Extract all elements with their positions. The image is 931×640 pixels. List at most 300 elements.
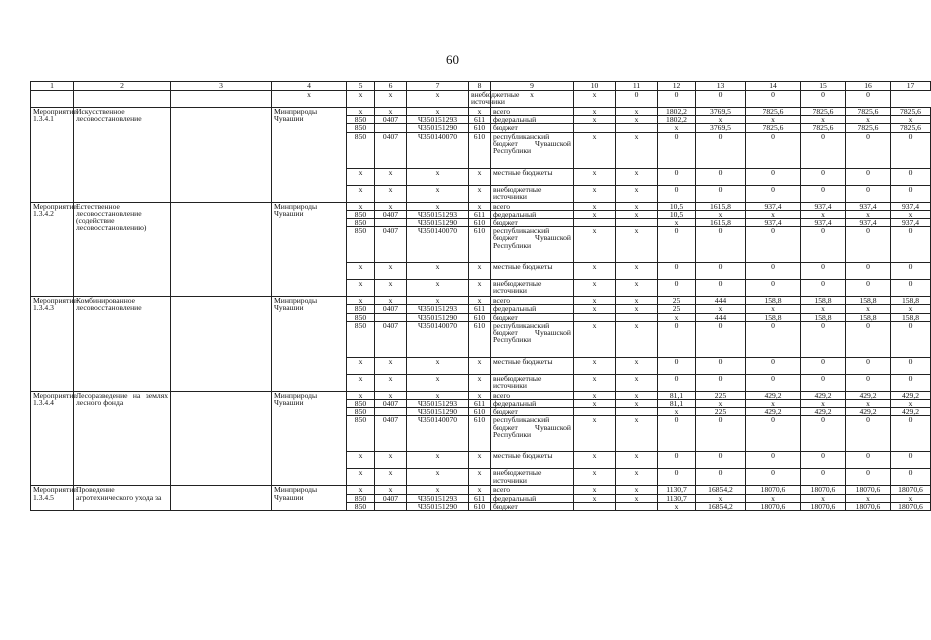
target-code: Ч350151293: [407, 494, 469, 502]
admin-code: 850: [347, 305, 375, 313]
column-number: 3: [171, 82, 272, 91]
col-11-value: x: [616, 494, 658, 502]
col-11-value: x: [616, 132, 658, 168]
funding-source: всего: [491, 391, 574, 399]
col-13-value: 0: [696, 263, 746, 280]
col-17-value: x: [891, 116, 931, 124]
funding-source: республиканский бюджет Чувашской Республики: [491, 321, 574, 357]
column-number: 2: [74, 82, 171, 91]
executor: Минприроды Чувашии: [272, 391, 347, 486]
col-15-value: 18070,6: [801, 486, 846, 494]
col-16-value: 937,4: [846, 202, 891, 210]
admin-code: 850: [347, 400, 375, 408]
col-11-value: x: [616, 108, 658, 116]
col-15-value: 0: [801, 185, 846, 202]
column-number: 13: [696, 82, 746, 91]
col-12-value: 0: [658, 452, 696, 469]
admin-code: x: [347, 168, 375, 185]
admin-code: x: [347, 391, 375, 399]
target-code: x: [407, 185, 469, 202]
col-13-value: 3769,5: [696, 124, 746, 132]
funding-source: бюджет: [491, 408, 574, 416]
col-17-value: 0: [891, 321, 931, 357]
col-13-value: x: [696, 400, 746, 408]
col-14-value: x: [746, 494, 801, 502]
col-12-value: 81,1: [658, 400, 696, 408]
col-12-value: 1802,2: [658, 116, 696, 124]
activity-name: Искусственное лесовосстановление: [74, 108, 171, 203]
col-14-value: x: [746, 400, 801, 408]
col-13-value: 0: [696, 452, 746, 469]
col-16-value: 937,4: [846, 219, 891, 227]
column-number: 15: [801, 82, 846, 91]
admin-code: x: [347, 357, 375, 374]
expense-type: x: [469, 297, 491, 305]
col-12-value: 0: [658, 321, 696, 357]
col-10-value: x: [574, 210, 616, 218]
col-17-value: 0: [891, 469, 931, 486]
col-17-value: 937,4: [891, 202, 931, 210]
admin-code: 850: [347, 124, 375, 132]
col-15-value: 0: [801, 416, 846, 452]
col-11-value: x: [616, 400, 658, 408]
target-code: Ч350151290: [407, 313, 469, 321]
funding-source: бюджет: [491, 313, 574, 321]
section-code: x: [347, 91, 375, 108]
col-11-value: x: [616, 452, 658, 469]
funding-source: местные бюджеты: [491, 263, 574, 280]
col-11-value: x: [574, 91, 616, 108]
col-14-value: 0: [746, 469, 801, 486]
funding-source: местные бюджеты: [491, 452, 574, 469]
expense-type: x: [469, 486, 491, 494]
col-14-value: 0: [746, 185, 801, 202]
funding-source: всего: [491, 486, 574, 494]
col-15-value: 158,8: [801, 297, 846, 305]
page-number: 60: [446, 52, 459, 67]
col-13-value: 3769,5: [696, 108, 746, 116]
admin-code: x: [347, 202, 375, 210]
col-14-value: 18070,6: [746, 486, 801, 494]
column-number: 11: [616, 82, 658, 91]
col-14-value: 937,4: [746, 219, 801, 227]
column-number: 5: [347, 82, 375, 91]
admin-code: 850: [347, 502, 375, 510]
col-12-value: 1802,2: [658, 108, 696, 116]
section-code: [375, 502, 407, 510]
col-13-value: 0: [696, 357, 746, 374]
col-16-value: 0: [846, 416, 891, 452]
col-15-value: x: [801, 400, 846, 408]
col-14-value: 0: [746, 168, 801, 185]
expense-type: 611: [469, 210, 491, 218]
col-17-value: 0: [891, 357, 931, 374]
funding-source: федеральный: [491, 305, 574, 313]
col-11-value: x: [616, 469, 658, 486]
col-15-value: 937,4: [801, 219, 846, 227]
table-row: [31, 486, 931, 494]
target-code: x: [407, 168, 469, 185]
col-15-value: 0: [801, 374, 846, 391]
col-11-value: x: [616, 374, 658, 391]
target-code: x: [407, 202, 469, 210]
col-16-value: 0: [846, 132, 891, 168]
col-12-value: 0: [658, 374, 696, 391]
admin-code: 850: [347, 408, 375, 416]
expense-type: 611: [469, 305, 491, 313]
col-16-value: 7825,6: [846, 108, 891, 116]
funding-source: республиканский бюджет Чувашской Республики: [491, 227, 574, 263]
col-13-value: 0: [696, 185, 746, 202]
col-10-value: x: [574, 297, 616, 305]
admin-code: x: [347, 108, 375, 116]
target-code: x: [407, 452, 469, 469]
col-15-value: 0: [801, 469, 846, 486]
funding-source: бюджет: [491, 219, 574, 227]
col-12-value: 0: [658, 416, 696, 452]
col-16-value: 0: [846, 374, 891, 391]
target-code: x: [407, 108, 469, 116]
executor: Минприроды Чувашии: [272, 297, 347, 392]
col-15-value: 0: [801, 168, 846, 185]
col-12-value: 0: [616, 91, 658, 108]
col-15-value: x: [801, 116, 846, 124]
admin-code: x: [347, 280, 375, 297]
col-13-value: 444: [696, 297, 746, 305]
col-12-value: x: [658, 408, 696, 416]
col-17-value: 0: [891, 452, 931, 469]
col-17-value: 18070,6: [891, 502, 931, 510]
col-15-value: 7825,6: [801, 124, 846, 132]
col-10-value: x: [574, 374, 616, 391]
column-number: 9: [491, 82, 574, 91]
col-17-value: 0: [891, 227, 931, 263]
expense-type: 611: [469, 116, 491, 124]
activity-code: Мероприятие 1.3.4.4: [31, 391, 74, 486]
col-16-value: 0: [846, 168, 891, 185]
col-14-value: 0: [746, 357, 801, 374]
col-17-value: 937,4: [891, 219, 931, 227]
col-13-value: 0: [696, 416, 746, 452]
target-code: Ч350151293: [407, 116, 469, 124]
col-17-value: 18070,6: [891, 486, 931, 494]
empty-cell: [171, 486, 272, 511]
col-14-value: 0: [746, 132, 801, 168]
col-12-value: 0: [658, 280, 696, 297]
col-17-value: 7825,6: [891, 108, 931, 116]
col-11-value: x: [616, 297, 658, 305]
col-14-value: 0: [746, 321, 801, 357]
funding-source: внебюджетные источники: [491, 374, 574, 391]
section-code: x: [375, 469, 407, 486]
col-11-value: x: [616, 321, 658, 357]
expense-type: x: [407, 91, 469, 108]
funding-source: внебюджетные источники: [491, 185, 574, 202]
col-14-value: 7825,6: [746, 124, 801, 132]
target-code: x: [407, 374, 469, 391]
activity-name: Проведение агротехнического ухода за: [74, 486, 171, 511]
funding-source: бюджет: [491, 124, 574, 132]
col-13-value: 444: [696, 313, 746, 321]
col-15-value: 0: [801, 280, 846, 297]
admin-code: x: [272, 91, 347, 108]
section-code: x: [375, 185, 407, 202]
col-17-value: x: [891, 400, 931, 408]
col-12-value: 0: [658, 227, 696, 263]
target-code: Ч350151290: [407, 219, 469, 227]
target-code: Ч350140070: [407, 227, 469, 263]
col-11-value: x: [616, 168, 658, 185]
target-code: Ч350151290: [407, 408, 469, 416]
section-code: 0407: [375, 116, 407, 124]
section-code: 0407: [375, 305, 407, 313]
col-12-value: 25: [658, 305, 696, 313]
activity-name: Лесоразведение на землях лесного фонда: [74, 391, 171, 486]
section-code: 0407: [375, 400, 407, 408]
col-12-value: 10,5: [658, 202, 696, 210]
expense-type: x: [469, 374, 491, 391]
column-number: 10: [574, 82, 616, 91]
col-14-value: x: [746, 210, 801, 218]
col-13-value: 0: [696, 132, 746, 168]
target-code: Ч350151293: [407, 400, 469, 408]
target-code: Ч350151293: [407, 305, 469, 313]
section-code: 0407: [375, 210, 407, 218]
section-code: x: [375, 357, 407, 374]
col-10-value: x: [574, 486, 616, 494]
col-14-value: 18070,6: [746, 502, 801, 510]
col-10-value: x: [574, 305, 616, 313]
section-code: x: [375, 280, 407, 297]
activity-name: Естественное лесовосстановление (содействие лесовосстановлению): [74, 202, 171, 297]
col-11-value: x: [616, 416, 658, 452]
col-12-value: 1130,7: [658, 494, 696, 502]
col-16-value: 18070,6: [846, 486, 891, 494]
col-10-value: x: [574, 227, 616, 263]
budget-table-wrap: [30, 81, 923, 511]
col-17-value: x: [891, 494, 931, 502]
col-17-value: x: [891, 305, 931, 313]
empty-cell: [171, 108, 272, 203]
col-14-value: 0: [746, 452, 801, 469]
admin-code: x: [347, 185, 375, 202]
col-10-value: x: [574, 391, 616, 399]
col-15-value: 158,8: [801, 313, 846, 321]
col-12-value: x: [658, 124, 696, 132]
col-13-value: 0: [696, 469, 746, 486]
target-code: x: [407, 486, 469, 494]
column-number: 6: [375, 82, 407, 91]
funding-source: всего: [491, 202, 574, 210]
col-13-value: 0: [696, 227, 746, 263]
funding-source: республиканский бюджет Чувашской Республики: [491, 416, 574, 452]
target-code: Ч350140070: [407, 321, 469, 357]
col-14-value: 0: [746, 227, 801, 263]
admin-code: x: [347, 486, 375, 494]
admin-code: 850: [347, 313, 375, 321]
col-11-value: x: [616, 305, 658, 313]
col-10-value: [574, 124, 616, 132]
col-17-value: 0: [891, 416, 931, 452]
col-11-value: x: [616, 391, 658, 399]
col-11-value: [616, 124, 658, 132]
col-11-value: x: [616, 202, 658, 210]
col-17-value: 0: [891, 374, 931, 391]
col-14-value: 0: [746, 280, 801, 297]
col-15-value: 0: [801, 452, 846, 469]
funding-source: республиканский бюджет Чувашской Республики: [491, 132, 574, 168]
col-17-value: 158,8: [891, 297, 931, 305]
col-17-value: 0: [891, 280, 931, 297]
expense-type: x: [469, 357, 491, 374]
expense-type: 610: [469, 408, 491, 416]
empty-cell: [171, 297, 272, 392]
col-12-value: 0: [658, 132, 696, 168]
funding-source: федеральный: [491, 400, 574, 408]
col-11-value: x: [616, 210, 658, 218]
col-14-value: x: [746, 116, 801, 124]
column-number: 8: [469, 82, 491, 91]
activity-code: Мероприятие 1.3.4.1: [31, 108, 74, 203]
col-16-value: 0: [846, 263, 891, 280]
col-10-value: x: [574, 108, 616, 116]
col-12-value: 0: [658, 263, 696, 280]
expense-type: x: [469, 452, 491, 469]
admin-code: 850: [347, 219, 375, 227]
col-11-value: x: [616, 280, 658, 297]
col-12-value: x: [658, 502, 696, 510]
col-10-value: x: [574, 116, 616, 124]
col-17-value: 429,2: [891, 408, 931, 416]
col-16-value: x: [846, 400, 891, 408]
admin-code: x: [347, 374, 375, 391]
col-14-value: 429,2: [746, 391, 801, 399]
column-number: 7: [407, 82, 469, 91]
col-15-value: 937,4: [801, 202, 846, 210]
target-code: x: [407, 297, 469, 305]
col-10-value: x: [574, 452, 616, 469]
section-code: 0407: [375, 227, 407, 263]
section-code: x: [375, 374, 407, 391]
col-17-value: 0: [891, 185, 931, 202]
col-10-value: [574, 502, 616, 510]
expense-type: x: [469, 263, 491, 280]
empty-cell: [171, 391, 272, 486]
funding-source: федеральный: [491, 116, 574, 124]
section-code: x: [375, 168, 407, 185]
col-12-value: 1130,7: [658, 486, 696, 494]
col-15-value: 0: [801, 132, 846, 168]
col-17-value: 7825,6: [891, 124, 931, 132]
col-16-value: 0: [846, 185, 891, 202]
col-16-value: 0: [846, 321, 891, 357]
target-code: Ч350151290: [407, 502, 469, 510]
target-code: x: [375, 91, 407, 108]
admin-code: 850: [347, 132, 375, 168]
executor: Минприроды Чувашии: [272, 486, 347, 511]
funding-source: внебюджетные источники: [491, 469, 574, 486]
col-13-value: x: [696, 305, 746, 313]
col-10-value: x: [574, 263, 616, 280]
funding-source: всего: [491, 108, 574, 116]
expense-type: 611: [469, 400, 491, 408]
target-code: x: [407, 391, 469, 399]
col-10-value: x: [574, 168, 616, 185]
col-15-value: 0: [801, 357, 846, 374]
admin-code: 850: [347, 494, 375, 502]
col-16-value: 0: [846, 227, 891, 263]
col-14-value: 0: [746, 374, 801, 391]
col-16-value: 429,2: [846, 391, 891, 399]
col-16-value: 429,2: [846, 408, 891, 416]
col-13-value: 0: [696, 168, 746, 185]
col-17-value: 0: [846, 91, 891, 108]
col-11-value: x: [616, 116, 658, 124]
col-15-value: 0: [801, 263, 846, 280]
admin-code: 850: [347, 210, 375, 218]
col-13-value: 225: [696, 408, 746, 416]
section-code: x: [375, 452, 407, 469]
expense-type: 610: [469, 416, 491, 452]
activity-code: Мероприятие 1.3.4.2: [31, 202, 74, 297]
admin-code: 850: [347, 416, 375, 452]
admin-code: 850: [347, 116, 375, 124]
col-13-value: x: [696, 116, 746, 124]
target-code: x: [407, 280, 469, 297]
section-code: 0407: [375, 416, 407, 452]
col-15-value: 0: [801, 321, 846, 357]
col-11-value: x: [616, 263, 658, 280]
table-row: [31, 91, 931, 108]
col-10-value: x: [574, 469, 616, 486]
col-16-value: 18070,6: [846, 502, 891, 510]
col-13-value: 0: [658, 91, 696, 108]
expense-type: 610: [469, 313, 491, 321]
empty-cell: [171, 202, 272, 297]
section-code: x: [375, 486, 407, 494]
expense-type: 610: [469, 227, 491, 263]
col-16-value: 158,8: [846, 297, 891, 305]
activity-code: Мероприятие 1.3.4.5: [31, 486, 74, 511]
col-16-value: x: [846, 305, 891, 313]
col-15-value: x: [801, 210, 846, 218]
col-12-value: x: [658, 313, 696, 321]
target-code: Ч350151293: [407, 210, 469, 218]
admin-code: 850: [347, 321, 375, 357]
target-code: x: [407, 357, 469, 374]
column-number: 14: [746, 82, 801, 91]
activity-code: Мероприятие 1.3.4.3: [31, 297, 74, 392]
col-12-value: 81,1: [658, 391, 696, 399]
col-14-value: 158,8: [746, 297, 801, 305]
col-13-value: x: [696, 494, 746, 502]
col-10-value: x: [574, 185, 616, 202]
column-number: 1: [31, 82, 74, 91]
col-15-value: x: [801, 305, 846, 313]
target-code: Ч350151290: [407, 124, 469, 132]
executor: Минприроды Чувашии: [272, 202, 347, 297]
funding-source: всего: [491, 297, 574, 305]
funding-source: федеральный: [491, 494, 574, 502]
col-10-value: x: [574, 280, 616, 297]
admin-code: x: [347, 469, 375, 486]
col-17-value: 158,8: [891, 313, 931, 321]
col-15-value: 429,2: [801, 408, 846, 416]
section-code: x: [375, 263, 407, 280]
admin-code: x: [347, 263, 375, 280]
expense-type: 610: [469, 219, 491, 227]
col-10-value: x: [574, 357, 616, 374]
